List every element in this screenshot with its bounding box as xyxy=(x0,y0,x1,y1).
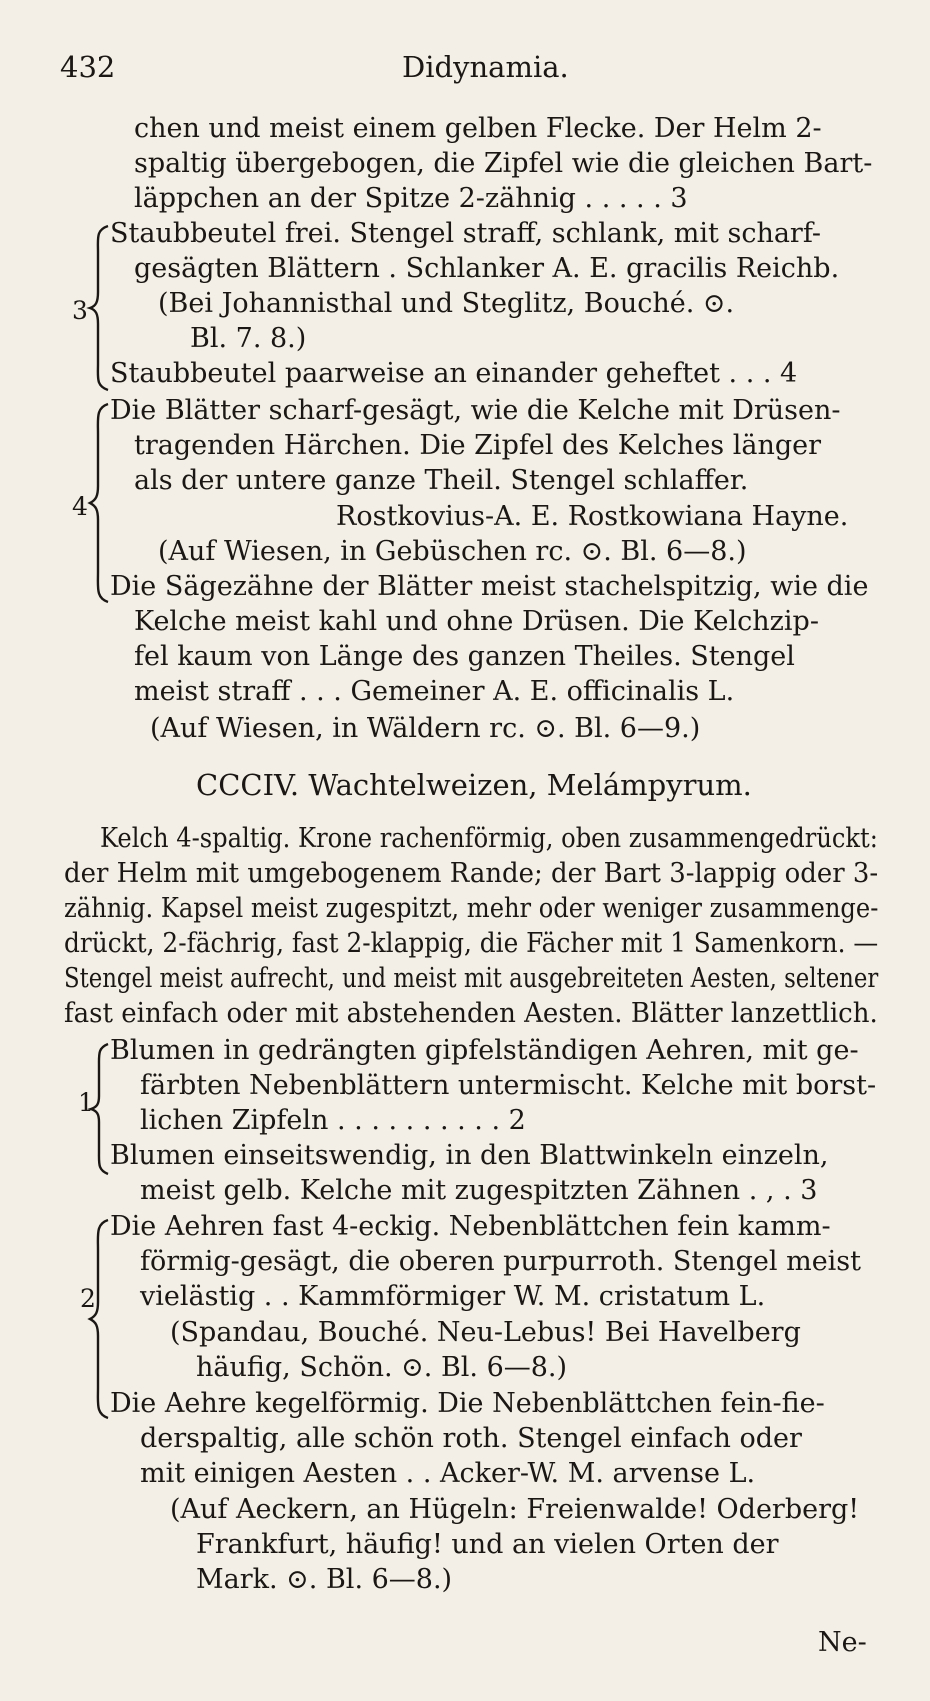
text-line: tragenden Härchen. Die Zipfel des Kelches länger xyxy=(134,430,822,461)
genus-heading: CCCIV. Wachtelweizen, Melámpyrum. xyxy=(196,768,752,802)
text-line: Frankfurt, häufig! und an vielen Orten der xyxy=(196,1529,779,1560)
page-number: 432 xyxy=(60,50,116,84)
text-line: Staubbeutel paarweise an einander geheftet . . . 4 xyxy=(110,358,798,389)
text-line: Stengel meist aufrecht, und meist mit ausgebreiteten Aesten, seltener xyxy=(64,963,879,994)
text-line: mit einigen Aesten . . Acker-W. M. arvense L. xyxy=(140,1458,756,1489)
text-line: fel kaum von Länge des ganzen Theiles. Stengel xyxy=(134,641,795,672)
key-number: 3 xyxy=(72,296,88,325)
text-line: (Spandau, Bouché. Neu-Lebus! Bei Havelberg xyxy=(170,1317,801,1348)
text-line: Bl. 7. 8.) xyxy=(190,323,307,354)
text-line: Blumen einseitswendig, in den Blattwinkeln einzeln, xyxy=(110,1140,829,1171)
text-line: Die Sägezähne der Blätter meist stachelspitzig, wie die xyxy=(110,571,869,602)
text-line: derspaltig, alle schön roth. Stengel einfach oder xyxy=(140,1423,802,1454)
brace-couplet-3 xyxy=(86,222,112,394)
text-line: zähnig. Kapsel meist zugespitzt, mehr oder weniger zusammenge- xyxy=(64,893,879,924)
text-line: chen und meist einem gelben Flecke. Der Helm 2- xyxy=(134,113,822,144)
text-line: (Auf Wiesen, in Wäldern rc. ⊙. Bl. 6—9.) xyxy=(150,713,701,744)
key-number: 2 xyxy=(80,1284,96,1313)
text-line: Kelch 4-spaltig. Krone rachenförmig, oben zusammengedrückt: xyxy=(100,823,878,854)
text-line: drückt, 2-fächrig, fast 2-klappig, die Fächer mit 1 Samenkorn. — xyxy=(64,928,879,959)
brace-couplet-1 xyxy=(86,1040,112,1178)
text-line: färbten Nebenblättern untermischt. Kelche mit borst- xyxy=(140,1070,877,1101)
text-line: häufig, Schön. ⊙. Bl. 6—8.) xyxy=(196,1352,568,1383)
text-line: Rostkovius-A. E. Rostkowiana Hayne. xyxy=(336,501,849,532)
text-line: lichen Zipfeln . . . . . . . . . . 2 xyxy=(140,1105,526,1136)
text-line: (Auf Aeckern, an Hügeln: Freienwalde! Oderberg! xyxy=(170,1494,860,1525)
running-title: Didynamia. xyxy=(402,50,569,84)
brace-couplet-4 xyxy=(86,400,112,606)
text-line: (Bei Johannisthal und Steglitz, Bouché. ⊙. xyxy=(158,288,735,319)
text-line: Mark. ⊙. Bl. 6—8.) xyxy=(196,1564,453,1595)
text-line: läppchen an der Spitze 2-zähnig . . . . . 3 xyxy=(134,183,688,214)
key-number: 1 xyxy=(78,1088,94,1117)
catchword: Ne- xyxy=(818,1627,867,1658)
text-line: Die Aehren fast 4-eckig. Nebenblättchen fein kamm- xyxy=(110,1211,831,1242)
text-line: förmig-gesägt, die oberen purpurroth. Stengel meist xyxy=(140,1246,862,1277)
text-line: (Auf Wiesen, in Gebüschen rc. ⊙. Bl. 6—8.) xyxy=(158,536,747,567)
text-line: Staubbeutel frei. Stengel straff, schlank, mit scharf- xyxy=(110,218,821,249)
text-line: Kelche meist kahl und ohne Drüsen. Die Kelchzip- xyxy=(134,606,819,637)
text-line: fast einfach oder mit abstehenden Aesten. Blätter lanzettlich. xyxy=(64,998,878,1029)
text-line: spaltig übergebogen, die Zipfel wie die gleichen Bart- xyxy=(134,148,873,179)
text-line: meist gelb. Kelche mit zugespitzten Zähnen . , . 3 xyxy=(140,1175,818,1206)
key-number: 4 xyxy=(72,492,88,521)
text-line: Die Blätter scharf-gesägt, wie die Kelche mit Drüsen- xyxy=(110,395,841,426)
text-line: vielästig . . Kammförmiger W. M. cristatum L. xyxy=(140,1281,766,1312)
text-line: Die Aehre kegelförmig. Die Nebenblättchen fein-fie- xyxy=(110,1388,825,1419)
text-line: meist straff . . . Gemeiner A. E. officinalis L. xyxy=(134,676,735,707)
brace-couplet-2 xyxy=(86,1216,112,1422)
text-line: Blumen in gedrängten gipfelständigen Aehren, mit ge- xyxy=(110,1035,859,1066)
text-line: als der untere ganze Theil. Stengel schlaffer. xyxy=(134,465,749,496)
text-line: gesägten Blättern . Schlanker A. E. gracilis Reichb. xyxy=(134,253,840,284)
text-line: der Helm mit umgebogenem Rande; der Bart 3-lappig oder 3- xyxy=(64,858,879,889)
